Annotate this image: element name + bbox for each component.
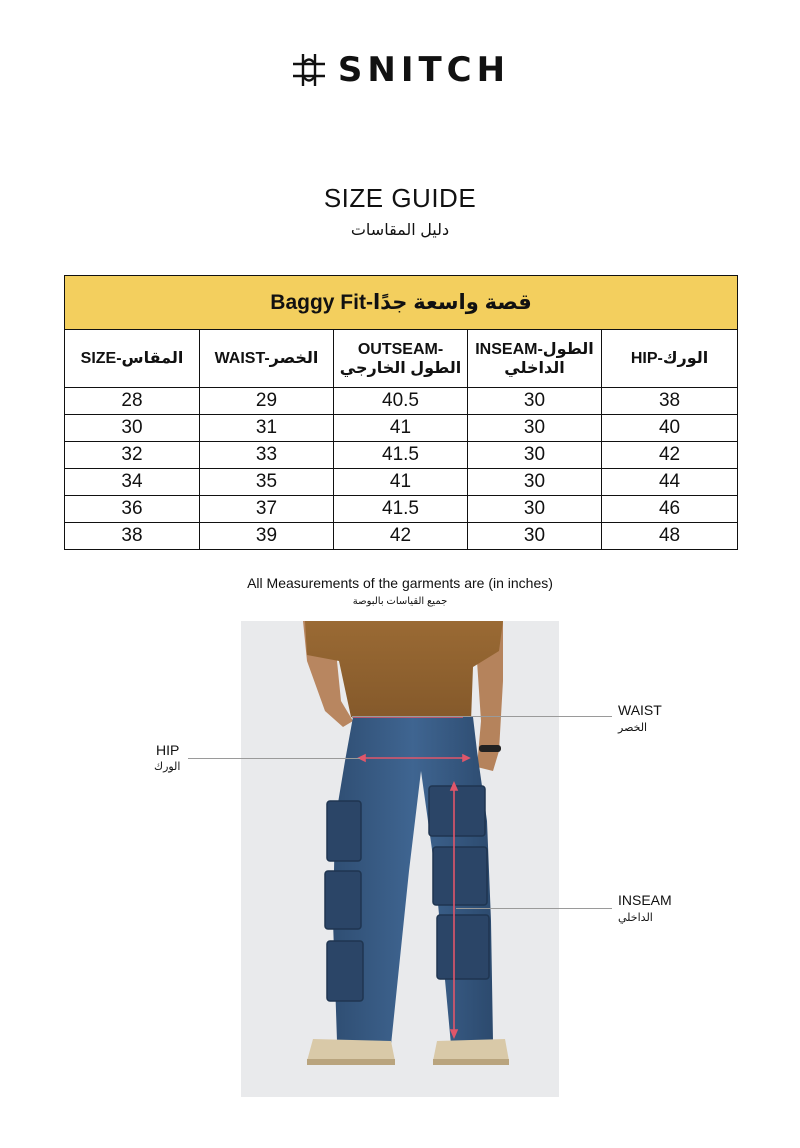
page-title-arabic: دليل المقاسات	[350, 222, 450, 239]
cell-size: 36	[65, 496, 200, 523]
page-title: SIZE GUIDE	[323, 183, 477, 213]
column-header-outseam: OUTSEAM-الطول الخارجي	[334, 330, 468, 388]
cell-inseam: 30	[468, 388, 602, 415]
cell-size: 32	[65, 442, 200, 469]
column-header-hip: HIP-الورك	[602, 330, 738, 388]
cell-outseam: 41	[334, 469, 468, 496]
cell-size: 30	[65, 415, 200, 442]
cell-inseam: 30	[468, 496, 602, 523]
fit-title: Baggy Fit-قصة واسعة جدًا	[65, 276, 738, 330]
pocket-right-3	[437, 915, 489, 979]
bracelet	[479, 745, 501, 752]
cell-outseam: 40.5	[334, 388, 468, 415]
cell-hip: 44	[602, 469, 738, 496]
waist-leader-line	[352, 716, 612, 717]
inseam-leader-line	[456, 908, 612, 909]
table-row	[65, 469, 738, 496]
cell-hip: 38	[602, 388, 738, 415]
column-header-inseam: INSEAM-الطول الداخلي	[468, 330, 602, 388]
brand-name: SNITCH	[337, 50, 511, 90]
hip-label-arabic: الورك	[154, 761, 181, 773]
left-shoe	[307, 1039, 395, 1061]
column-header-waist: WAIST-الخصر	[200, 330, 334, 388]
hip-label: HIP	[156, 742, 180, 758]
pocket-right-1	[429, 786, 485, 836]
pocket-right-2	[433, 847, 487, 905]
pocket-left-3	[327, 941, 363, 1001]
cell-hip: 48	[602, 523, 738, 550]
cell-inseam: 30	[468, 469, 602, 496]
cell-waist: 29	[200, 388, 334, 415]
cell-inseam: 30	[468, 415, 602, 442]
cell-waist: 37	[200, 496, 334, 523]
table-row	[65, 415, 738, 442]
cell-outseam: 41	[334, 415, 468, 442]
table-row	[65, 388, 738, 415]
hip-leader-line	[188, 758, 360, 759]
cell-hip: 40	[602, 415, 738, 442]
cell-waist: 39	[200, 523, 334, 550]
waist-label-arabic: الخصر	[618, 722, 648, 734]
cell-hip: 46	[602, 496, 738, 523]
cell-inseam: 30	[468, 523, 602, 550]
inseam-label-arabic: الداخلي	[618, 912, 653, 924]
column-header-size: SIZE-المقاس	[65, 330, 200, 388]
cell-waist: 31	[200, 415, 334, 442]
brand-logo	[0, 50, 800, 90]
cell-size: 38	[65, 523, 200, 550]
table-row	[65, 523, 738, 550]
cell-inseam: 30	[468, 442, 602, 469]
size-table	[64, 275, 738, 550]
cell-size: 34	[65, 469, 200, 496]
pocket-left-1	[327, 801, 361, 861]
cell-hip: 42	[602, 442, 738, 469]
cell-waist: 33	[200, 442, 334, 469]
cell-outseam: 41.5	[334, 442, 468, 469]
table-row	[65, 442, 738, 469]
measurement-note: All Measurements of the garments are (in inches)	[247, 575, 553, 591]
waist-label: WAIST	[618, 702, 662, 718]
pocket-left-2	[325, 871, 361, 929]
cell-outseam: 41.5	[334, 496, 468, 523]
cell-outseam: 42	[334, 523, 468, 550]
cell-size: 28	[65, 388, 200, 415]
right-shoe	[433, 1039, 509, 1061]
inseam-label: INSEAM	[618, 892, 672, 908]
cell-waist: 35	[200, 469, 334, 496]
model-photo	[241, 621, 559, 1097]
hash-grid-logo-icon	[290, 51, 328, 89]
measurement-note-arabic: جميع القياسات بالبوصة	[352, 596, 448, 607]
column-header-row	[65, 330, 738, 388]
table-row	[65, 496, 738, 523]
